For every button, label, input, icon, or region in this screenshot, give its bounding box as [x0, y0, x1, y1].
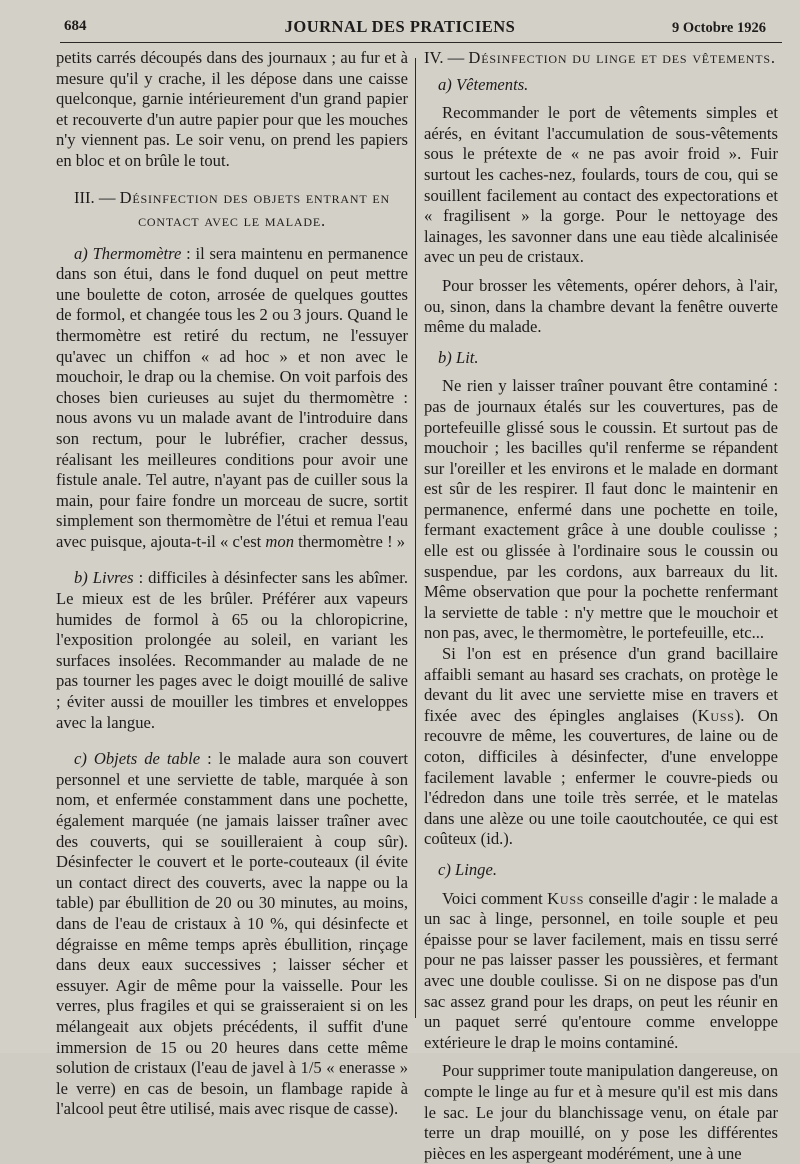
section-4-title: Désinfection du linge et des vêtements.	[468, 48, 776, 67]
intro-paragraph: petits carrés découpés dans des journaux ; au fur et à mesure qu'il y crache, il les dépose dans une caisse quelconque, garnie intérieurement d'un grand papier et recouverte d'un autre papier pour que les mouches n'y viennent pas. Le soir venu, on prend les papiers en bloc et on brûle le tout.	[56, 48, 408, 170]
livres-text: : difficiles à désinfecter sans les abîmer. Le mieux est de les brûler. Préférer aux vapeurs humides de formol à 65 ou la chloropicrine, l'exposition prolongée au soleil, en variant les surfaces insolées. Recommander au malade de ne pas tourner les pages avec le doigt mouillé de salive ; éviter aussi de mouiller les timbres et enveloppes avec la langue.	[56, 568, 408, 732]
objets-table-label: c) Objets de table	[74, 749, 201, 769]
section-3-title-line2: contact avec le malade.	[138, 210, 326, 230]
lit-paragraph-1: Ne rien y laisser traîner pouvant être contaminé : pas de journaux étalés sur les couvertures, pas de portefeuille glissé sous le coussin. Et surtout pas de mouchoir ; les bacilles qu'il renferme se répandent sur l'oreiller et les environs et le malade en dormant est sûr de les respirer. Il faut donc le maintenir en permanence, enfermé dans une pochette en toile, fermant exactement grâce à une double coulisse ; elle est ou glissée à l'ordinaire sous le coussin ou suspendue, par les cordons, aux barreaux du lit. Même observation que pour la pochette renfermant la serviette de table : n'y mettre que le mouchoir et non pas, avec, le thermomètre, le portefeuille, etc...	[424, 376, 778, 643]
thermometre-label: a) Thermomètre	[74, 243, 182, 263]
linge-paragraph-1: Voici comment Kuss conseille d'agir : le malade a un sac à linge, personnel, en toile souple et peu épaisse pour se laver facilement, mais en tissu serré pour ne pas laisser passer les poussières, et fermant avec une double coulisse. Si on ne dispose pas d'un sac assez grand pour les draps, on peut les réunir en un paquet serré qu'entoure comme enveloppe extérieure le drap le moins contaminé.	[424, 888, 778, 1052]
lit-heading: b) Lit.	[438, 347, 479, 367]
thermometre-end: thermomètre ! »	[294, 531, 406, 551]
linge-paragraph-2: Pour supprimer toute manipulation dangereuse, on compte le linge au fur et à mesure qu'il est mis dans le sac. Le jour du blanchissage venu, on étale par terre un drap mouillé, on y pose les différentes pièces en les aspergeant modérément, une à une	[424, 1061, 778, 1163]
header-rule	[60, 42, 782, 43]
issue-date: 9 Octobre 1926	[672, 20, 766, 36]
vetements-heading: a) Vêtements.	[438, 74, 529, 94]
objets-table-paragraph	[56, 749, 408, 1120]
author-kuss-2: Kuss	[547, 888, 585, 908]
journal-title: JOURNAL DES PRATICIENS	[284, 17, 516, 36]
running-header	[0, 14, 800, 38]
vetements-paragraph-2: Pour brosser les vêtements, opérer dehors, à l'air, ou, sinon, dans la chambre devant la fenêtre ouverte même du malade.	[424, 275, 778, 337]
author-kuss: Kuss	[697, 705, 735, 725]
section-4-number: IV. —	[424, 48, 469, 67]
lit-paragraph-2: Si l'on est en présence d'un grand bacillaire affaibli semant au hasard ses crachats, on protège le devant du lit avec une serviette mise en travers et fixée avec des épingles anglaises (Kuss). On recouvre de même, les couvertures, de laine ou de coton, difficiles à désinfecter, d'une enveloppe facilement lavable ; enfermer le couvre-pieds ou l'édredon dans une toile très serrée, et le matelas dans une alèze ou une toile caoutchoutée, ce qui est coûteux (id.).	[424, 644, 778, 849]
section-3-title-line1: Désinfection des objets entrant en	[119, 187, 391, 207]
left-column	[56, 48, 408, 1120]
livres-paragraph	[56, 568, 408, 733]
objets-table-text: : le malade aura son couvert personnel et une serviette de table, marquée à son nom, et enfermée constamment dans une pochette, également marquée (ne jamais laisser traîner avec des couverts, qui se souilleraient à coup sûr). Désinfecter le couvert et le porte-couteaux (il évite un contact direct des couverts, avec la nappe ou la table) par ébullition de 20 ou 30 minutes, au moins, dans de l'eau de cristaux à 10 %, qui désinfecte et dégraisse en même temps après ébullition, rinçage dans deux eaux successives ; laisser sécher et essuyer. Agir de même pour la vaisselle. Pour les verres, plus fragiles et qui se graisseraient si on les mélangeait aux objets précédents, il suffit d'une immersion de 15 ou 20 heures dans cette même solution de cristaux (l'eau de javel à 1/5 « enerasse » le verre) en cas de besoin, un flambage rapide à l'alcool peut être utilisé, mais avec risque de casse).	[56, 749, 408, 1119]
thermometre-mon: mon	[265, 531, 294, 551]
vetements-paragraph-1: Recommander le port de vêtements simples et aérés, en évitant l'accumulation de sous-vêtements sous le prétexte de « ne pas avoir froid ». Fuir surtout les caches-nez, foulards, tours de cou, qui se souillent facilement au contact des expectorations et « fragilisent » la gorge. Pour le nettoyage des lainages, les savonner dans une eau tiède alcalinisée avec un peu de cristaux.	[424, 103, 778, 267]
column-divider	[415, 58, 416, 1018]
thermometre-paragraph	[56, 244, 408, 553]
section-3-number: III. —	[73, 187, 120, 207]
right-column	[424, 48, 778, 1164]
section-4-heading	[424, 48, 778, 69]
livres-label: b) Livres	[74, 568, 134, 588]
page-number: 684	[64, 18, 87, 34]
thermometre-text: : il sera maintenu en permanence dans son étui, dans le fond duquel on peut mettre une boulette de coton, arrosée de quelques gouttes de formol, et changée tous les 2 ou 3 jours. Quand le thermomètre est retiré du rectum, ne l'essuyer qu'avec un chiffon « ad hoc » et non avec le mouchoir, le drap ou la chemise. On voit parfois des choses bien curieuses au sujet du thermomètre : nous avons vu un malade avant de l'introduire dans son rectum, pour le lubréfier, cracher dessus, réalisant les meilleures conditions pour avoir une fistule anale. Tel autre, n'ayant pas de cuiller sous la main, pour faire fondre un morceau de sucre, sortit simplement son thermomètre de l'étui et remua l'eau avec puisque, ajouta-t-il « c'est	[56, 243, 408, 551]
linge-heading: c) Linge.	[438, 859, 497, 879]
section-3-heading	[56, 186, 408, 232]
